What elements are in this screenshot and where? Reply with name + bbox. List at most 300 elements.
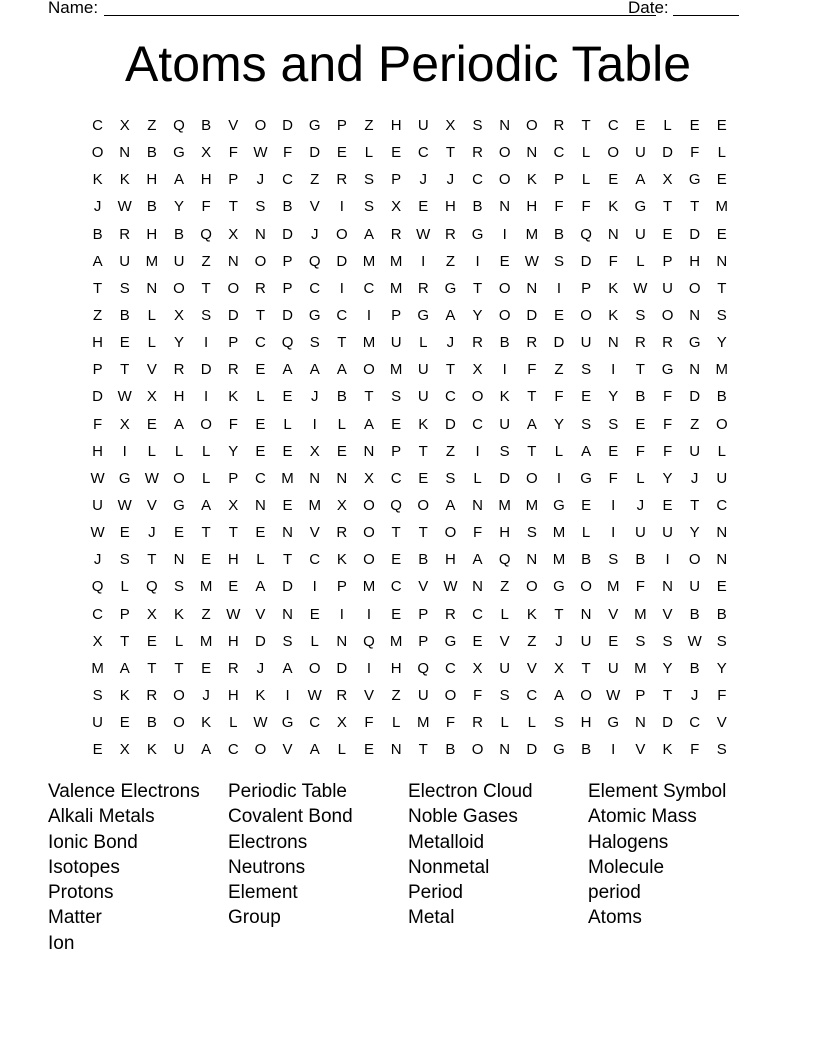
grid-letter: S [201, 306, 212, 324]
word-list-item: Atomic Mass [588, 806, 697, 828]
grid-letter: C [472, 171, 483, 189]
grid-letter: E [608, 171, 619, 189]
grid-letter: J [310, 225, 319, 243]
grid-letter: Y [228, 442, 239, 460]
grid-letter: S [608, 415, 619, 433]
grid-letter: M [362, 252, 376, 270]
grid-letter: C [92, 117, 103, 134]
grid-letter: O [308, 659, 321, 677]
grid-letter: F [472, 686, 483, 704]
grid-letter: U [499, 415, 511, 433]
grid-letter: L [120, 578, 129, 596]
grid-letter: S [716, 306, 727, 324]
grid-letter: M [199, 578, 213, 596]
grid-letter: D [662, 144, 673, 162]
grid-letter: H [390, 659, 402, 677]
grid-letter: U [607, 659, 619, 677]
grid-letter: D [200, 361, 212, 379]
grid-letter: J [446, 171, 455, 189]
grid-letter: G [471, 225, 484, 243]
grid-letter: U [173, 252, 185, 270]
grid-letter: T [418, 524, 428, 542]
grid-letter: W [416, 225, 431, 243]
grid-letter: D [499, 469, 511, 487]
grid-row [84, 166, 735, 193]
grid-letter: O [227, 279, 240, 297]
grid-letter: J [446, 334, 455, 352]
grid-letter: V [228, 117, 239, 134]
grid-letter: F [228, 144, 238, 162]
grid-letter: T [418, 741, 428, 759]
grid-row [84, 275, 735, 302]
grid-letter: T [364, 388, 374, 406]
grid-letter: O [688, 551, 701, 569]
grid-letter: M [525, 225, 539, 243]
grid-letter: P [391, 306, 402, 324]
grid-row [84, 139, 735, 166]
grid-letter: D [282, 225, 293, 243]
grid-letter: E [716, 117, 727, 134]
grid-letter: S [635, 632, 646, 650]
grid-letter: Z [201, 605, 211, 623]
grid-letter: D [254, 632, 266, 650]
grid-letter: N [499, 198, 511, 216]
grid-letter: G [173, 144, 185, 162]
word-list-item: Matter [48, 907, 102, 929]
grid-letter: S [445, 469, 456, 487]
word-list-row [48, 804, 808, 829]
grid-letter: O [525, 469, 538, 487]
word-list-item: Molecule [588, 856, 665, 878]
grid-letter: V [309, 198, 320, 216]
grid-letter: W [253, 714, 268, 732]
grid-letter: C [254, 469, 266, 487]
name-label: Name: [48, 0, 99, 17]
grid-letter: F [92, 415, 103, 433]
grid-letter: U [662, 524, 673, 542]
grid-letter: I [204, 388, 209, 406]
grid-letter: X [173, 306, 184, 324]
grid-letter: G [688, 334, 701, 352]
grid-letter: E [201, 551, 212, 569]
grid-letter: S [255, 198, 266, 216]
grid-letter: A [526, 415, 537, 433]
grid-letter: W [90, 469, 105, 487]
grid-letter: B [553, 225, 564, 243]
grid-letter: J [555, 632, 563, 650]
grid-letter: N [472, 578, 483, 596]
grid-letter: R [336, 524, 348, 542]
grid-letter: Q [281, 334, 294, 352]
grid-letter: E [472, 632, 483, 650]
grid-letter: B [336, 388, 347, 406]
grid-letter: T [690, 198, 700, 216]
grid-letter: O [607, 144, 620, 162]
grid-letter: G [118, 469, 131, 487]
grid-letter: N [499, 741, 511, 759]
grid-letter: C [444, 659, 456, 677]
grid-letter: A [336, 361, 347, 379]
grid-letter: U [689, 578, 701, 596]
grid-letter: E [255, 361, 266, 379]
grid-letter: F [717, 686, 727, 704]
grid-row [84, 302, 735, 329]
word-list-item: Ionic Bond [48, 831, 138, 853]
grid-letter: O [580, 306, 592, 324]
grid-letter: U [689, 442, 701, 460]
grid-letter: B [581, 551, 592, 569]
grid-row [84, 383, 735, 410]
grid-letter: H [227, 551, 239, 569]
grid-letter: U [417, 117, 429, 134]
grid-letter: E [282, 442, 293, 460]
grid-letter: X [201, 144, 212, 162]
word-list-row [48, 880, 808, 905]
grid-letter: C [92, 605, 103, 623]
grid-letter: L [201, 442, 211, 460]
grid-letter: V [526, 659, 537, 677]
grid-letter: J [256, 659, 265, 677]
grid-letter: S [581, 361, 592, 379]
grid-letter: O [173, 714, 185, 732]
grid-letter: A [363, 225, 374, 243]
grid-letter: I [611, 524, 616, 542]
grid-letter: I [556, 469, 562, 487]
grid-letter: N [689, 306, 701, 324]
grid-letter: E [228, 578, 239, 596]
grid-letter: Q [390, 496, 402, 514]
grid-letter: L [391, 714, 401, 732]
grid-letter: O [336, 225, 348, 243]
grid-letter: J [636, 496, 645, 514]
grid-letter: K [119, 171, 130, 189]
word-list-item: Group [228, 907, 281, 929]
grid-letter: F [608, 252, 618, 270]
grid-letter: Z [445, 252, 455, 270]
grid-letter: W [524, 252, 539, 270]
grid-letter: G [417, 306, 430, 324]
grid-letter: I [312, 415, 317, 433]
grid-letter: P [391, 171, 402, 189]
word-list-item: Period [408, 882, 463, 904]
grid-letter: N [282, 524, 293, 542]
grid-letter: R [472, 334, 483, 352]
grid-letter: L [256, 551, 265, 569]
grid-letter: H [200, 171, 212, 189]
grid-letter: D [282, 578, 293, 596]
grid-letter: W [633, 279, 648, 297]
grid-letter: C [716, 496, 728, 514]
grid-letter: K [255, 686, 266, 704]
grid-letter: K [608, 306, 619, 324]
date-label: Date: [628, 0, 669, 17]
grid-letter: E [608, 632, 619, 650]
grid-letter: E [499, 252, 510, 270]
grid-letter: K [336, 551, 347, 569]
grid-row [84, 709, 735, 736]
grid-letter: X [92, 632, 103, 650]
grid-letter: Y [173, 198, 184, 216]
grid-letter: Z [500, 578, 510, 596]
grid-letter: X [119, 117, 130, 134]
grid-letter: V [363, 686, 374, 704]
grid-letter: I [366, 306, 372, 324]
grid-letter: R [472, 144, 483, 162]
grid-letter: M [281, 469, 294, 487]
grid-letter: R [254, 279, 266, 297]
grid-letter: J [148, 524, 156, 542]
word-list-item: period [588, 882, 641, 904]
grid-letter: O [471, 388, 484, 406]
grid-letter: V [255, 605, 266, 623]
grid-letter: D [580, 252, 592, 270]
grid-letter: L [147, 442, 157, 460]
grid-letter: C [472, 605, 483, 623]
grid-letter: S [499, 442, 510, 460]
grid-letter: F [527, 361, 537, 379]
grid-letter: U [119, 252, 131, 270]
grid-letter: S [363, 198, 374, 216]
grid-letter: B [201, 117, 212, 134]
grid-letter: M [389, 361, 403, 379]
grid-letter: Y [662, 469, 673, 487]
grid-letter: X [228, 496, 239, 514]
grid-letter: E [418, 198, 429, 216]
grid-letter: L [201, 469, 211, 487]
grid-letter: T [472, 279, 483, 297]
grid-letter: T [337, 334, 347, 352]
grid-letter: E [255, 442, 266, 460]
grid-letter: F [581, 198, 591, 216]
grid-letter: B [92, 225, 103, 243]
grid-row [84, 682, 735, 709]
grid-letter: T [120, 632, 130, 650]
grid-letter: T [445, 361, 455, 379]
grid-letter: F [690, 741, 700, 759]
grid-letter: Z [147, 117, 157, 134]
grid-letter: S [472, 117, 483, 134]
grid-letter: P [418, 632, 429, 650]
grid-letter: N [607, 334, 619, 352]
grid-letter: F [364, 714, 374, 732]
grid-letter: P [228, 469, 239, 487]
word-list [48, 779, 808, 956]
grid-letter: N [716, 524, 728, 542]
grid-letter: J [93, 198, 102, 216]
grid-letter: W [253, 144, 268, 162]
grid-letter: U [417, 388, 429, 406]
grid-letter: B [146, 714, 157, 732]
grid-row [84, 573, 735, 600]
grid-letter: G [607, 714, 620, 732]
grid-letter: X [119, 741, 130, 759]
grid-letter: O [525, 117, 538, 134]
grid-letter: K [499, 388, 510, 406]
grid-letter: O [417, 496, 430, 514]
grid-letter: K [92, 171, 103, 189]
grid-letter: Z [201, 252, 211, 270]
grid-letter: S [119, 551, 130, 569]
grid-letter: E [336, 144, 347, 162]
grid-letter: U [716, 469, 728, 487]
grid-letter: O [363, 551, 375, 569]
grid-letter: C [689, 714, 701, 732]
word-list-item: Metal [408, 907, 455, 929]
grid-row [84, 248, 735, 275]
grid-letter: F [662, 415, 673, 433]
grid-letter: T [527, 442, 537, 460]
grid-letter: S [282, 632, 293, 650]
grid-letter: W [687, 632, 702, 650]
grid-letter: I [204, 334, 209, 352]
grid-letter: C [607, 117, 619, 134]
grid-letter: S [499, 686, 510, 704]
grid-letter: N [146, 279, 158, 297]
grid-letter: A [553, 686, 564, 704]
grid-letter: M [606, 578, 620, 596]
grid-letter: Y [553, 415, 564, 433]
grid-letter: O [200, 415, 212, 433]
grid-letter: R [417, 279, 429, 297]
grid-letter: T [147, 659, 157, 677]
grid-letter: O [254, 252, 267, 270]
grid-letter: R [336, 686, 348, 704]
grid-row [84, 329, 735, 356]
grid-letter: M [715, 198, 729, 216]
grid-letter: T [690, 496, 700, 514]
grid-letter: H [146, 171, 158, 189]
grid-letter: J [256, 171, 265, 189]
grid-letter: O [471, 741, 484, 759]
grid-letter: T [147, 551, 157, 569]
grid-letter: M [362, 578, 376, 596]
grid-letter: X [146, 605, 157, 623]
grid-letter: J [690, 686, 699, 704]
grid-letter: Q [173, 117, 185, 134]
grid-letter: H [580, 714, 592, 732]
grid-letter: E [282, 496, 293, 514]
grid-letter: W [90, 524, 105, 542]
grid-letter: E [581, 388, 592, 406]
grid-letter: K [526, 605, 537, 623]
word-list-item: Element [228, 882, 298, 904]
grid-letter: U [417, 686, 429, 704]
grid-letter: N [716, 252, 728, 270]
grid-letter: U [634, 144, 646, 162]
grid-letter: L [636, 252, 645, 270]
word-list-item: Ion [48, 932, 75, 954]
grid-letter: N [716, 551, 728, 569]
grid-letter: N [227, 252, 239, 270]
grid-letter: M [417, 714, 430, 732]
grid-row [84, 411, 735, 438]
grid-letter: I [611, 496, 616, 514]
grid-letter: A [472, 551, 483, 569]
grid-letter: C [553, 144, 565, 162]
grid-letter: H [499, 524, 511, 542]
word-list-item: Electrons [228, 831, 308, 853]
grid-letter: C [390, 578, 402, 596]
grid-letter: T [228, 524, 238, 542]
grid-letter: Q [146, 578, 158, 596]
grid-letter: G [553, 741, 565, 759]
grid-letter: X [309, 442, 320, 460]
grid-letter: O [498, 171, 511, 189]
word-list-item: Valence Electrons [48, 781, 200, 802]
grid-letter: L [364, 144, 374, 162]
grid-letter: E [391, 415, 402, 433]
grid-letter: V [418, 578, 429, 596]
grid-letter: P [581, 279, 592, 297]
grid-letter: V [309, 524, 320, 542]
grid-row [84, 112, 735, 139]
grid-letter: Q [580, 225, 592, 243]
grid-letter: N [254, 225, 266, 243]
grid-letter: O [363, 361, 375, 379]
word-list-item: Noble Gases [408, 806, 518, 828]
grid-letter: O [580, 686, 592, 704]
grid-letter: N [662, 578, 673, 596]
grid-letter: E [363, 741, 374, 759]
grid-letter: R [553, 117, 565, 134]
grid-letter: A [363, 415, 374, 433]
grid-letter: R [119, 225, 131, 243]
grid-letter: E [716, 578, 727, 596]
grid-letter: K [173, 605, 184, 623]
grid-letter: I [339, 279, 344, 297]
grid-letter: K [608, 279, 619, 297]
grid-letter: I [475, 442, 480, 460]
grid-letter: E [662, 496, 673, 514]
grid-letter: M [389, 252, 403, 270]
grid-letter: Y [716, 659, 727, 677]
grid-letter: I [339, 605, 344, 623]
grid-letter: U [662, 279, 673, 297]
grid-letter: Q [200, 225, 212, 243]
grid-letter: A [255, 578, 266, 596]
grid-letter: T [662, 198, 673, 216]
grid-letter: W [226, 605, 241, 623]
grid-row [84, 221, 735, 248]
grid-letter: N [526, 551, 538, 569]
grid-letter: M [389, 279, 403, 297]
grid-letter: R [227, 659, 239, 677]
grid-letter: T [228, 198, 238, 216]
grid-letter: R [472, 714, 483, 732]
grid-letter: O [444, 524, 457, 542]
grid-row [84, 546, 735, 573]
grid-row [84, 601, 735, 628]
grid-letter: U [92, 496, 103, 514]
grid-letter: R [444, 605, 456, 623]
grid-letter: S [119, 279, 130, 297]
grid-letter: L [473, 469, 482, 487]
grid-letter: E [119, 524, 130, 542]
grid-letter: N [580, 605, 592, 623]
grid-letter: W [117, 198, 132, 216]
grid-letter: K [201, 714, 212, 732]
grid-letter: H [173, 388, 185, 406]
grid-letter: C [526, 686, 538, 704]
grid-letter: H [689, 252, 701, 270]
grid-letter: F [662, 442, 673, 460]
grid-letter: L [310, 632, 319, 650]
grid-letter: G [308, 117, 321, 134]
grid-letter: C [254, 334, 266, 352]
grid-letter: S [608, 551, 619, 569]
grid-letter: J [690, 469, 699, 487]
grid-letter: N [119, 144, 131, 162]
